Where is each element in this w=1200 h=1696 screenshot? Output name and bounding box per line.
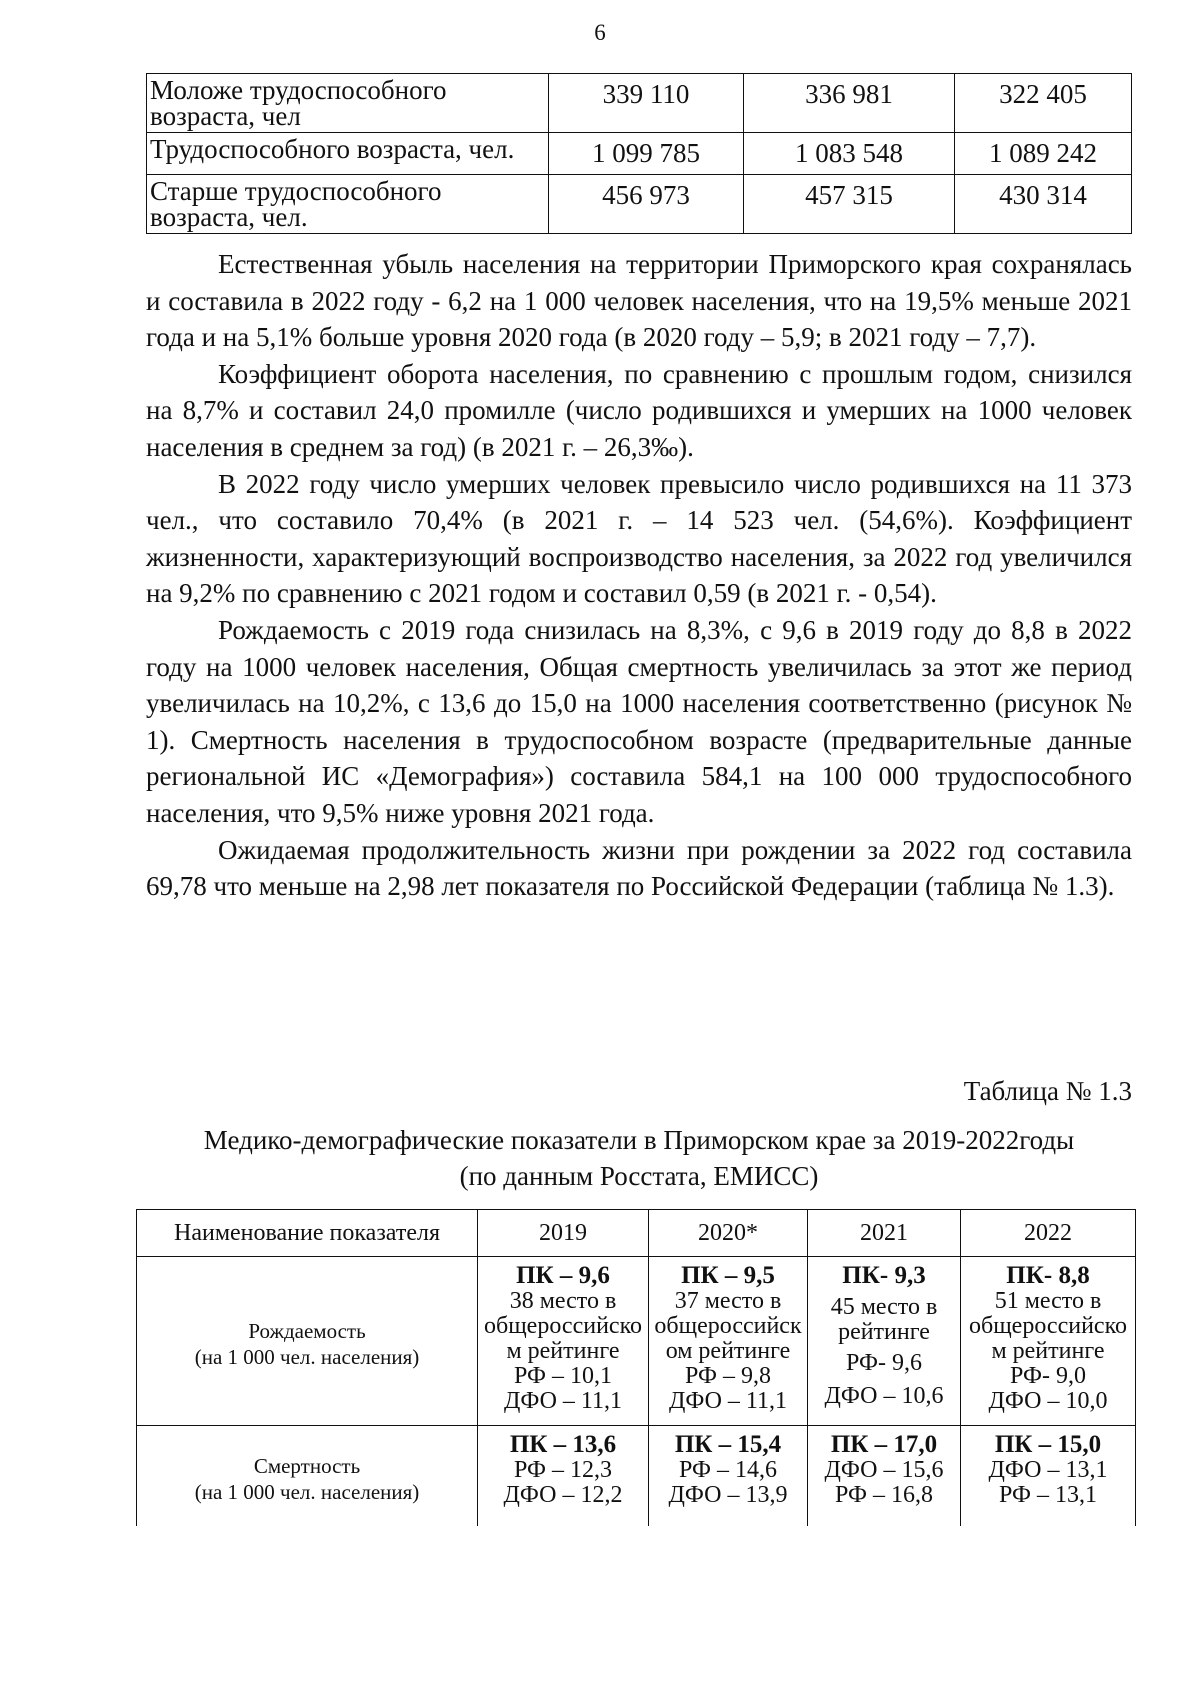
row-label: Моложе трудоспособного возраста, чел [147, 74, 549, 133]
row-label: Трудоспособного возраста, чел. [147, 133, 549, 175]
cell-line: РФ- 9,6 [846, 1350, 922, 1376]
table-cell: 336 981 [744, 74, 955, 133]
region-value: ПК – 9,6 [516, 1262, 610, 1289]
paragraph-natural-decline: Естественная убыль населения на территории Приморского края сохранялась и составила в 2022 году - 6,2 на 1 000 человек населения, что на 19,5% меньше 2021 года и на 5,1% больше уровня 2020 года (в 2020 году – 5,9; в 2021 году – 7,7). [146, 249, 1132, 353]
cell-line: РФ- 9,0 [1010, 1363, 1086, 1389]
cell-line: общероссийско [968, 1313, 1128, 1339]
cell-line: 45 место в [830, 1294, 938, 1320]
cell-line: РФ – 13,1 [999, 1482, 1097, 1508]
paragraph-life-expectancy: Ожидаемая продолжительность жизни при рождении за 2022 год составила 69,78 что меньше на 2,98 лет показателя по Российской Федерации (таблица № 1.3). [146, 834, 1132, 902]
cell-line: 51 место в [994, 1288, 1102, 1314]
table-row-mortality [137, 1426, 1136, 1527]
cell-line: ДФО – 13,1 [988, 1457, 1108, 1483]
page-number: 6 [594, 20, 606, 45]
table-cell: 430 314 [955, 175, 1132, 234]
cell-line: общероссийск [654, 1313, 802, 1339]
cell-line: 38 место в [509, 1288, 617, 1314]
region-value: ПК – 17,0 [830, 1431, 938, 1458]
header-row [137, 1210, 1136, 1257]
cell-death-2022 [961, 1426, 1136, 1527]
paragraph-vitality: В 2022 году число умерших человек превысило число родившихся на 11 373 чел., что составило 70,4% (в 2021 г. – 14 523 чел. (54,6%). Коэффициент жизненности, характеризующий воспроизводство населения, за 2022 год увеличился на 9,2% по сравнению с 2021 годом и составил 0,59 (в 2021 г. - 0,54). [146, 468, 1132, 609]
cell-line: РФ – 12,3 [514, 1457, 612, 1483]
header-cell-2020: 2020* [649, 1210, 808, 1257]
cell-line: общероссийско [483, 1313, 643, 1339]
row-label: Старше трудоспособного возраста, чел. [147, 175, 549, 234]
row-label-mortality [137, 1426, 478, 1527]
table-caption: Таблица № 1.3 [963, 1076, 1132, 1106]
table-cell: 456 973 [549, 175, 744, 234]
cell-birth-2021 [808, 1257, 961, 1426]
paragraph-turnover: Коэффициент оборота населения, по сравнению с прошлым годом, снизился на 8,7% и составил 24,0 промилле (число родившихся и умерших на 1000 человек населения в среднем за год) (в 2021 г. – 26,3‰). [146, 358, 1132, 462]
cell-line: РФ – 10,1 [514, 1363, 612, 1389]
table-cell: 322 405 [955, 74, 1132, 133]
cell-line: РФ – 16,8 [835, 1482, 933, 1508]
label-line: Смертность [253, 1454, 361, 1478]
region-value: ПК – 9,5 [681, 1262, 775, 1289]
table-title [146, 1122, 1132, 1194]
cell-birth-2019 [478, 1257, 649, 1426]
cell-line: ДФО – 13,9 [668, 1482, 788, 1508]
table-row [147, 74, 1132, 133]
cell-line: м рейтинге [506, 1338, 620, 1364]
label-line: (на 1 000 чел. населения) [194, 1345, 420, 1369]
cell-death-2019 [478, 1426, 649, 1527]
body-text [146, 246, 1132, 905]
table-cell: 457 315 [744, 175, 955, 234]
table-cell: 1 099 785 [549, 133, 744, 175]
cell-line: РФ – 9,8 [685, 1363, 771, 1389]
table-cell: 339 110 [549, 74, 744, 133]
header-cell-2021: 2021 [808, 1210, 961, 1257]
cell-line: ДФО – 12,2 [503, 1482, 623, 1508]
label-line: (на 1 000 чел. населения) [194, 1480, 420, 1504]
label-line: Рождаемость [248, 1319, 366, 1343]
cell-line: РФ – 14,6 [679, 1457, 777, 1483]
header-cell-2019: 2019 [478, 1210, 649, 1257]
header-cell-name: Наименование показателя [137, 1210, 478, 1257]
table-row [147, 175, 1132, 234]
cell-line: ДФО – 10,6 [824, 1383, 944, 1409]
region-value: ПК- 9,3 [842, 1262, 926, 1289]
row-label-birth-rate [137, 1257, 478, 1426]
cell-birth-2020 [649, 1257, 808, 1426]
cell-line: ДФО – 11,1 [503, 1388, 623, 1414]
cell-death-2021 [808, 1426, 961, 1527]
region-value: ПК – 15,4 [674, 1431, 782, 1458]
cell-line: ом рейтинге [665, 1338, 791, 1364]
cell-line: ДФО – 11,1 [668, 1388, 788, 1414]
table-row-birth-rate [137, 1257, 1136, 1426]
cell-line: ДФО – 10,0 [988, 1388, 1108, 1414]
table-cell: 1 089 242 [955, 133, 1132, 175]
region-value: ПК – 15,0 [994, 1431, 1102, 1458]
table-title-line: (по данным Росстата, ЕМИСС) [459, 1161, 819, 1191]
cell-line: ДФО – 15,6 [824, 1457, 944, 1483]
table-title-line: Медико-демографические показатели в Приморском крае за 2019-2022годы [203, 1125, 1075, 1155]
cell-death-2020 [649, 1426, 808, 1527]
table-cell: 1 083 548 [744, 133, 955, 175]
paragraph-birth-mortality: Рождаемость с 2019 года снизилась на 8,3%, с 9,6 в 2019 году до 8,8 в 2022 году на 1000 человек населения, Общая смертность увеличилась за этот же период увеличилась на 10,2%, с 13,6 до 15,0 на 1000 населения соответственно (рисунок № 1). Смертность населения в трудоспособном возрасте (предварительные данные региональной ИС «Демография») составила 584,1 на 100 000 трудоспособного населения, что 9,5% ниже уровня 2021 года. [146, 614, 1132, 828]
header-cell-2022: 2022 [961, 1210, 1136, 1257]
cell-line: 37 место в [674, 1288, 782, 1314]
region-value: ПК – 13,6 [509, 1431, 617, 1458]
cell-line: рейтинге [838, 1319, 930, 1345]
age-group-table [146, 73, 1132, 234]
cell-line: м рейтинге [991, 1338, 1105, 1364]
cell-birth-2022 [961, 1257, 1136, 1426]
region-value: ПК- 8,8 [1006, 1262, 1090, 1289]
table-row [147, 133, 1132, 175]
medico-demographic-table [136, 1209, 1136, 1526]
